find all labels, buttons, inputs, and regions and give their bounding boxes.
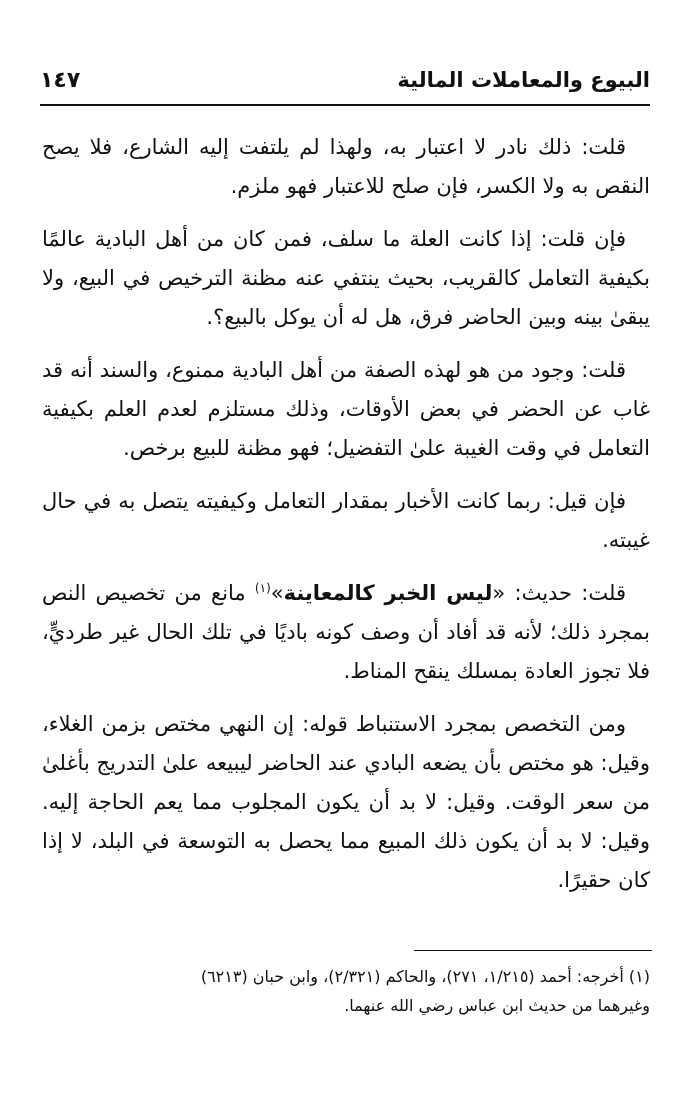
quote-close: » [270, 581, 284, 605]
footnote-line-2: وغيرهما من حديث ابن عباس رضي الله عنهما. [344, 996, 650, 1015]
paragraph-5-lead: قلت: حديث: « [492, 581, 626, 605]
paragraph-1: قلت: ذلك نادر لا اعتبار به، ولهذا لم يلتفت إليه الشارع، فلا يصح النقص به ولا الكسر، فإن صلح للاعتبار فهو ملزم. [42, 135, 650, 198]
footnote [42, 962, 650, 1020]
paragraph-2: فإن قلت: إذا كانت العلة ما سلف، فمن كان من أهل البادية عالمًا بكيفية التعامل كالقريب، بحيث ينتفي عنه مظنة الترخيص في البيع، ولا يبقىٰ بينه وبين الحاضر فرق، هل له أن يوكل بالبيع؟. [42, 227, 650, 329]
page-number: ١٤٧ [40, 68, 81, 93]
footnote-rule [414, 950, 652, 951]
page-header [40, 68, 650, 102]
running-title: البيوع والمعاملات المالية [397, 68, 650, 92]
hadith-quote: ليس الخبر كالمعاينة [283, 581, 493, 605]
paragraph-4: فإن قيل: ربما كانت الأخبار بمقدار التعامل وكيفيته يتصل به في حال غيبته. [42, 489, 650, 552]
paragraph-5-rest: مانع من تخصيص النص بمجرد ذلك؛ لأنه قد أفاد أن وصف كونه باديًا في تلك الحال غير طرديٍّ، فلا تجوز العادة بمسلك ينقح المناط. [42, 581, 650, 683]
paragraph-6: ومن التخصص بمجرد الاستنباط قوله: إن النهي مختص بزمن الغلاء، وقيل: هو مختص بأن يضعه البادي عند الحاضر ليبيعه علىٰ التدريج بأغلىٰ من سعر الوقت. وقيل: لا بد أن يكون المجلوب مما يعم الحاجة إليه. وقيل: لا بد أن يكون ذلك المبيع مما يحصل به التوسعة في البلد، لا إذا كان حقيرًا. [42, 712, 650, 892]
paragraph-3: قلت: وجود من هو لهذه الصفة من أهل البادية ممنوع، والسند أنه قد غاب عن الحضر في بعض الأوقات، وذلك مستلزم لعدم العلم بكيفية التعامل في وقت الغيبة علىٰ التفضيل؛ فهو مظنة للبيع برخص. [42, 358, 650, 460]
footnote-line-1: (١) أخرجه: أحمد (١/٢١٥، ٢٧١)، والحاكم (٢/٣٢١)، وابن حبان (٦٢١٣) [200, 967, 650, 986]
header-rule [40, 104, 650, 106]
main-text [42, 128, 650, 914]
paragraph-5 [42, 574, 650, 691]
footnote-reference[interactable]: (١) [254, 581, 271, 595]
